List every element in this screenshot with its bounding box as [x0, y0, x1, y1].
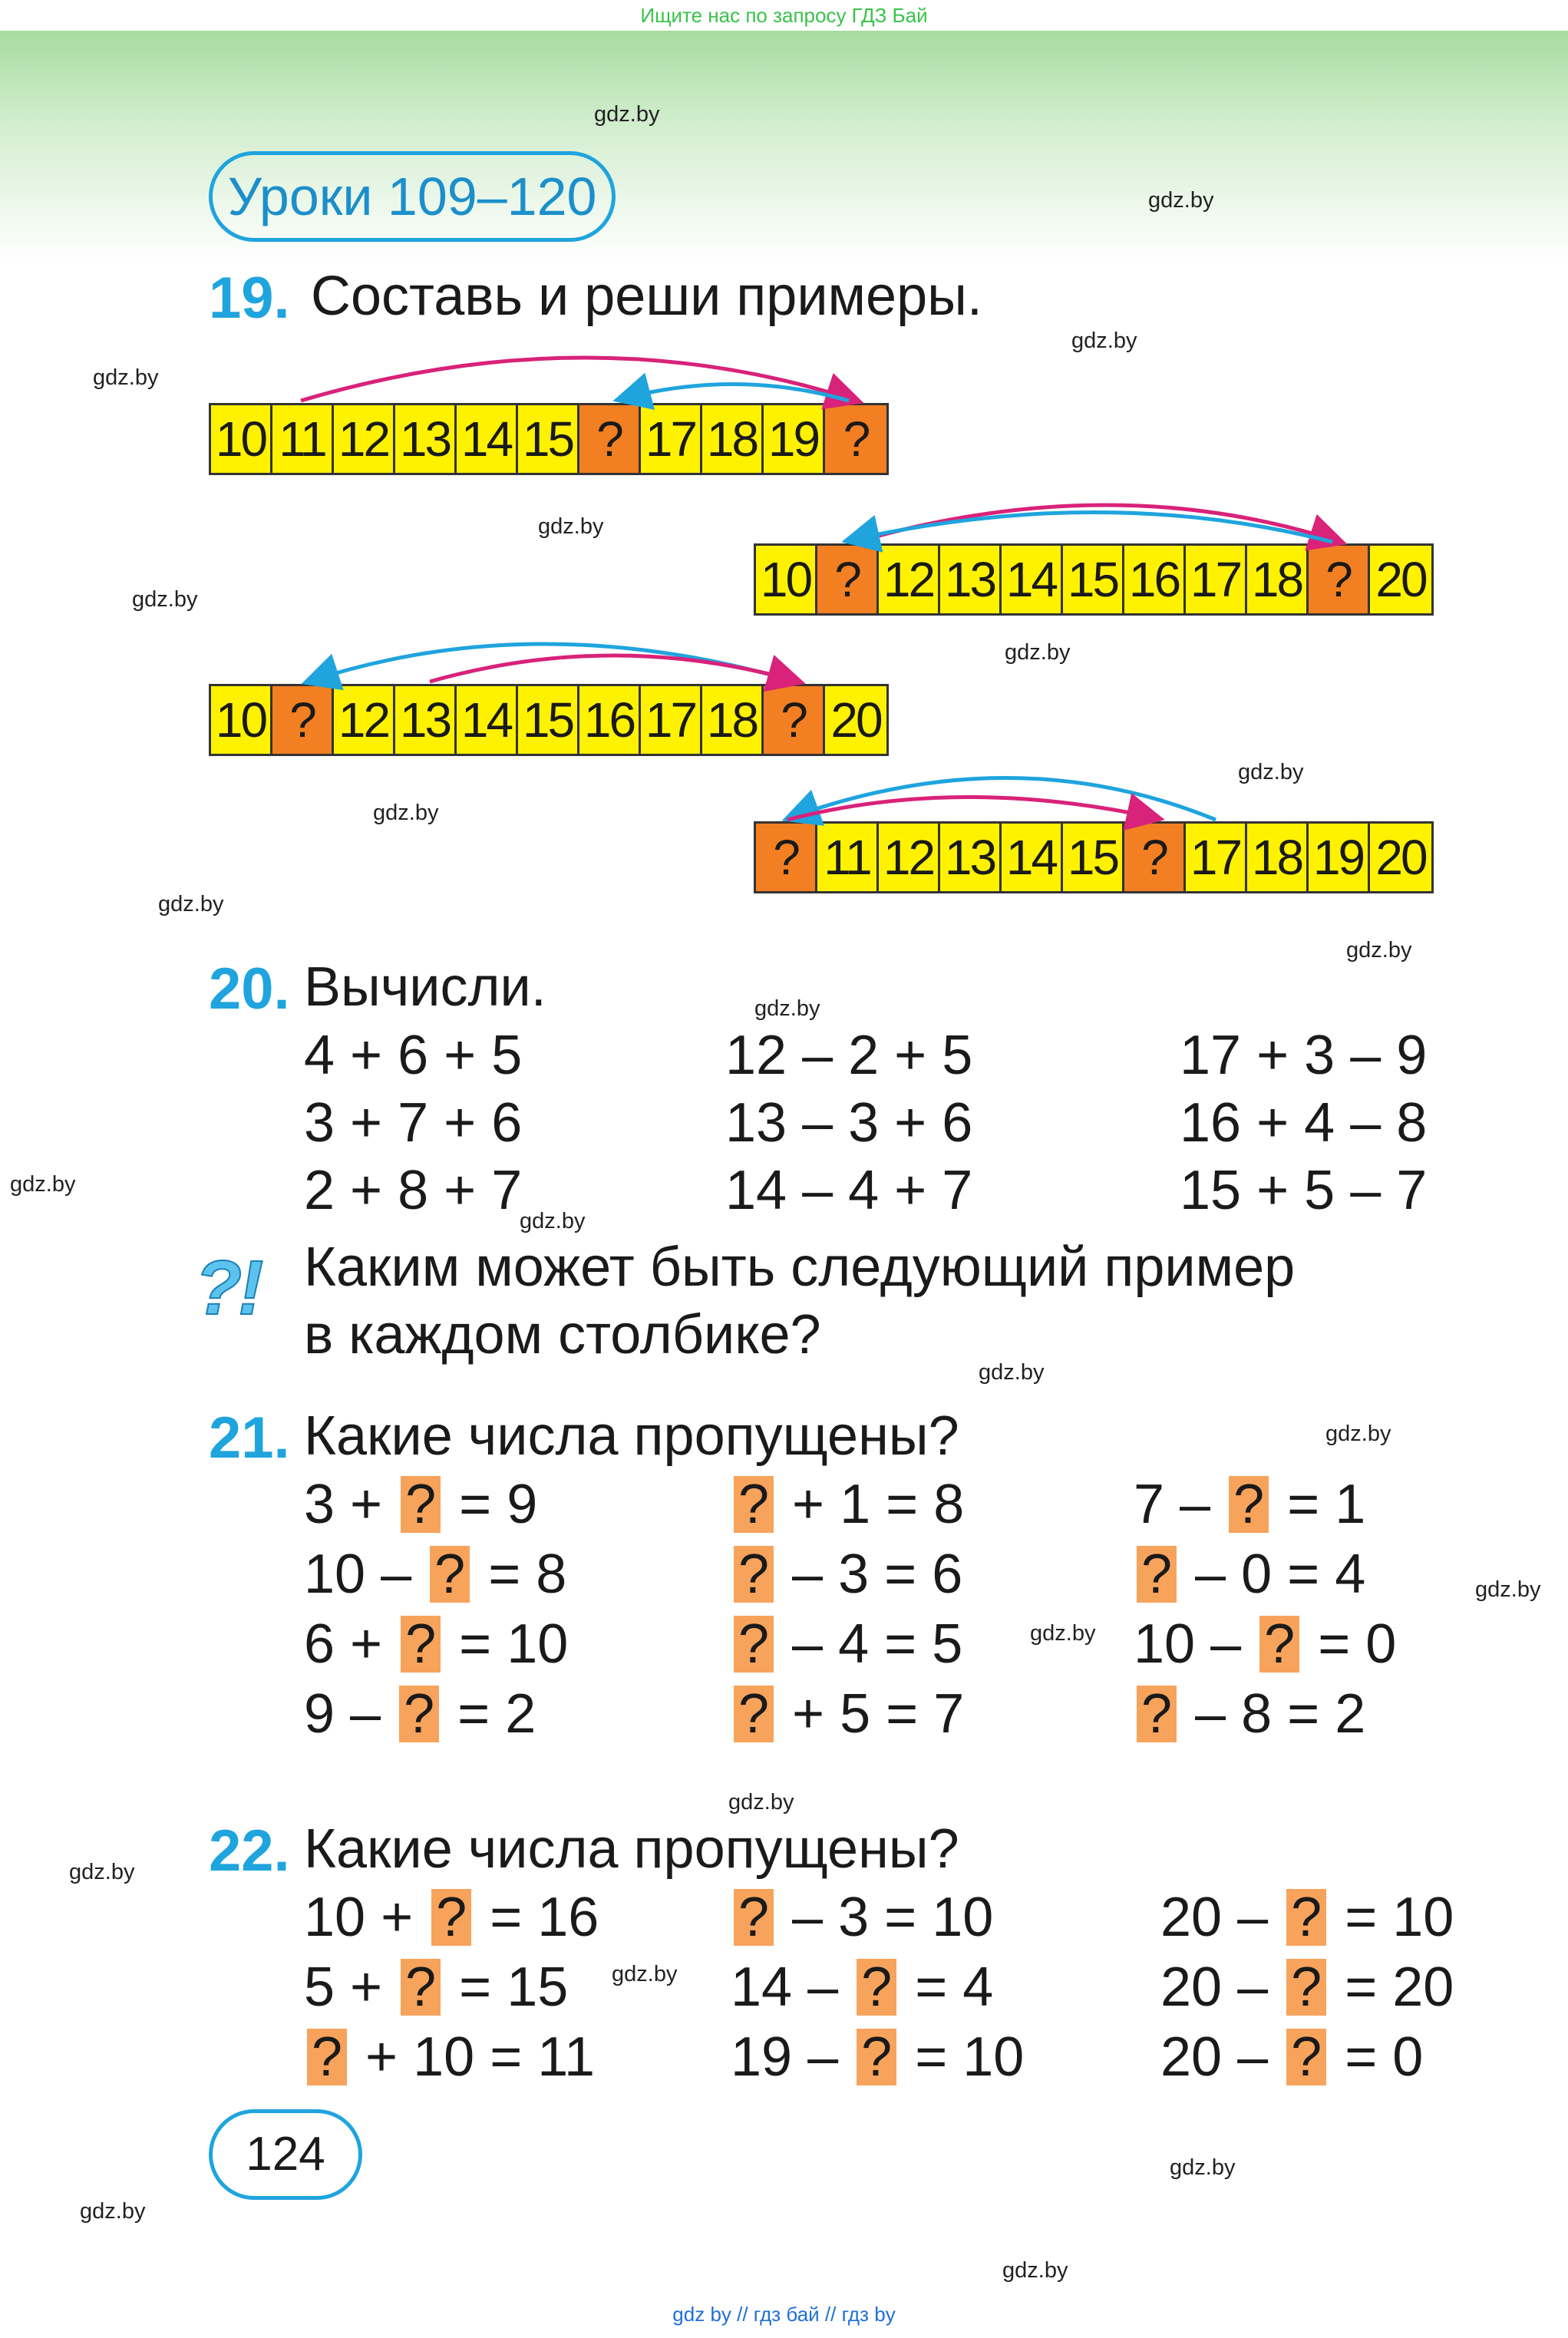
expression: 3 + 7 + 6	[304, 1092, 523, 1154]
row-cell-missing: ?	[1124, 824, 1186, 891]
watermark: gdz.by	[1071, 329, 1137, 353]
equation: 19 – ? = 10	[731, 2026, 1025, 2088]
row-cell-missing: ?	[579, 405, 641, 473]
expression: 14 – 4 + 7	[725, 1160, 973, 1221]
equation: ? – 3 = 10	[731, 1887, 993, 1948]
expression: 17 + 3 – 9	[1180, 1025, 1428, 1086]
arrow-pink	[430, 655, 798, 682]
equation: 20 – ? = 20	[1160, 1957, 1454, 2018]
task-19-title: Составь и реши примеры.	[311, 266, 982, 327]
row-cell-missing: ?	[1309, 546, 1370, 613]
watermark: gdz.by	[93, 365, 159, 390]
missing-number-box: ?	[1137, 1686, 1177, 1742]
missing-number-box: ?	[1286, 1889, 1326, 1946]
row-cell: 19	[764, 405, 825, 473]
row-cell: 16	[579, 686, 641, 754]
row-cell: 10	[211, 686, 272, 754]
equation: ? – 8 = 2	[1134, 1683, 1365, 1745]
equation: 10 – ? = 0	[1134, 1613, 1397, 1675]
row-cell: 12	[334, 686, 395, 754]
missing-number-box: ?	[734, 1889, 774, 1946]
row-cell: 16	[1124, 546, 1186, 613]
row-cell: 14	[457, 405, 518, 473]
watermark: gdz.by	[69, 1860, 135, 1884]
equation: 10 – ? = 8	[304, 1544, 567, 1605]
watermark: gdz.by	[1148, 188, 1214, 213]
lesson-title: Уроки 109–120	[209, 151, 616, 242]
task-21-title: Какие числа пропущены?	[304, 1405, 959, 1467]
missing-number-box: ?	[857, 1959, 896, 2016]
row-cell: 15	[1063, 824, 1124, 891]
watermark: gdz.by	[158, 892, 224, 916]
bottom-banner[interactable]: gdz by // гдз бай // гдз by	[672, 2303, 896, 2326]
watermark: gdz.by	[538, 514, 604, 539]
arrow-blue	[789, 778, 1216, 820]
row-cell: 18	[1247, 824, 1309, 891]
row-cell: 20	[1370, 546, 1431, 613]
arrow-blue	[849, 512, 1332, 542]
number-row-1	[209, 403, 889, 475]
arrow-blue	[309, 644, 795, 682]
equation: 6 + ? = 10	[304, 1613, 569, 1675]
row-cell-missing: ?	[764, 686, 825, 754]
equation: 5 + ? = 15	[304, 1957, 569, 2018]
missing-number-box: ?	[401, 1959, 441, 2016]
expression: 12 – 2 + 5	[725, 1025, 973, 1086]
expression: 2 + 8 + 7	[304, 1160, 523, 1221]
task-22-title: Какие числа пропущены?	[304, 1818, 959, 1880]
top-banner[interactable]: Ищите нас по запросу ГДЗ Бай	[640, 4, 928, 27]
missing-number-box: ?	[1259, 1616, 1299, 1673]
page-number: 124	[209, 2109, 362, 2200]
equation: 3 + ? = 9	[304, 1474, 538, 1535]
arrow-pink	[301, 358, 857, 401]
row-cell: 11	[272, 405, 334, 473]
missing-number-box: ?	[401, 1616, 441, 1673]
row-cell: 14	[457, 686, 518, 754]
svg-text:!: !	[238, 1245, 264, 1328]
missing-number-box: ?	[431, 1889, 471, 1946]
equation: 20 – ? = 10	[1160, 1887, 1454, 1948]
expression: 15 + 5 – 7	[1180, 1160, 1428, 1221]
row-cell: 17	[641, 405, 702, 473]
task-20-question-line2: в каждом столбике?	[304, 1304, 821, 1365]
number-row-4	[754, 821, 1434, 893]
row-cell-missing: ?	[825, 405, 886, 473]
expression: 16 + 4 – 8	[1180, 1092, 1428, 1154]
row-cell: 13	[940, 546, 1002, 613]
missing-number-box: ?	[734, 1476, 774, 1533]
equation: 9 – ? = 2	[304, 1683, 536, 1745]
watermark: gdz.by	[1238, 760, 1304, 784]
watermark: gdz.by	[1325, 1422, 1391, 1446]
number-row-2	[754, 543, 1434, 616]
missing-number-box: ?	[399, 1686, 439, 1742]
missing-number-box: ?	[857, 2029, 896, 2085]
row-cell: 11	[817, 824, 879, 891]
watermark: gdz.by	[373, 801, 439, 825]
number-row-3	[209, 684, 889, 756]
missing-number-box: ?	[307, 2029, 347, 2085]
missing-number-box: ?	[734, 1686, 774, 1742]
expression: 13 – 3 + 6	[725, 1092, 973, 1154]
watermark: gdz.by	[1475, 1577, 1541, 1602]
equation: ? + 10 = 11	[304, 2026, 595, 2088]
watermark: gdz.by	[728, 1790, 794, 1815]
row-cell: 17	[641, 686, 702, 754]
equation: ? + 1 = 8	[731, 1474, 964, 1535]
row-cell: 12	[334, 405, 395, 473]
row-cell: 13	[395, 405, 457, 473]
row-cell: 13	[940, 824, 1002, 891]
missing-number-box: ?	[734, 1546, 774, 1603]
row-cell: 18	[702, 686, 764, 754]
watermark: gdz.by	[520, 1209, 586, 1233]
watermark: gdz.by	[1005, 640, 1071, 665]
task-20-title: Вычисли.	[304, 956, 546, 1018]
arrow-pink	[857, 505, 1340, 542]
row-cell: 14	[1002, 824, 1063, 891]
watermark: gdz.by	[594, 102, 660, 127]
row-cell: 14	[1002, 546, 1063, 613]
task-21-number: 21.	[209, 1405, 290, 1471]
row-cell: 10	[211, 405, 272, 473]
watermark: gdz.by	[10, 1172, 76, 1197]
row-cell: 18	[702, 405, 764, 473]
row-cell-missing: ?	[756, 824, 817, 891]
row-cell: 15	[518, 405, 579, 473]
svg-text:?: ?	[195, 1245, 243, 1328]
row-cell: 15	[1063, 546, 1124, 613]
missing-number-box: ?	[1286, 1959, 1326, 2016]
watermark: gdz.by	[979, 1360, 1045, 1385]
equation: 20 – ? = 0	[1160, 2026, 1424, 2088]
row-cell: 13	[395, 686, 457, 754]
missing-number-box: ?	[734, 1616, 774, 1673]
expression: 4 + 6 + 5	[304, 1025, 523, 1086]
row-cell: 15	[518, 686, 579, 754]
row-cell: 12	[879, 824, 940, 891]
row-cell: 17	[1186, 824, 1247, 891]
equation: 14 – ? = 4	[731, 1957, 994, 2018]
row-cell-missing: ?	[817, 546, 879, 613]
task-19-number: 19.	[209, 266, 290, 331]
watermark: gdz.by	[1030, 1621, 1096, 1646]
missing-number-box: ?	[430, 1546, 470, 1603]
row-cell: 18	[1247, 546, 1309, 613]
equation: ? + 5 = 7	[731, 1683, 964, 1745]
row-cell: 20	[1370, 824, 1431, 891]
row-cell: 20	[825, 686, 886, 754]
equation: ? – 3 = 6	[731, 1544, 962, 1605]
task-20-question-line1: Каким может быть следующий пример	[304, 1237, 1296, 1298]
row-cell: 12	[879, 546, 940, 613]
missing-number-box: ?	[401, 1476, 441, 1533]
equation: ? – 0 = 4	[1134, 1544, 1365, 1605]
watermark: gdz.by	[754, 996, 820, 1021]
missing-number-box: ?	[1137, 1546, 1177, 1603]
row-cell: 17	[1186, 546, 1247, 613]
missing-number-box: ?	[1229, 1476, 1269, 1533]
row-cell: 19	[1309, 824, 1370, 891]
missing-number-box: ?	[1286, 2029, 1326, 2085]
question-exclamation-icon	[193, 1243, 282, 1328]
watermark: gdz.by	[132, 587, 198, 612]
watermark: gdz.by	[612, 1962, 678, 1986]
arrow-pink	[787, 797, 1157, 820]
row-cell: 10	[756, 546, 817, 613]
task-20-number: 20.	[209, 956, 290, 1022]
arrow-blue	[620, 384, 849, 401]
equation: 10 + ? = 16	[304, 1887, 599, 1948]
watermark: gdz.by	[1002, 2258, 1068, 2283]
row-cell-missing: ?	[272, 686, 334, 754]
equation: ? – 4 = 5	[731, 1613, 962, 1675]
watermark: gdz.by	[1170, 2155, 1236, 2180]
watermark: gdz.by	[1346, 938, 1412, 963]
task-22-number: 22.	[209, 1818, 290, 1884]
watermark: gdz.by	[80, 2199, 146, 2224]
equation: 7 – ? = 1	[1134, 1474, 1366, 1535]
